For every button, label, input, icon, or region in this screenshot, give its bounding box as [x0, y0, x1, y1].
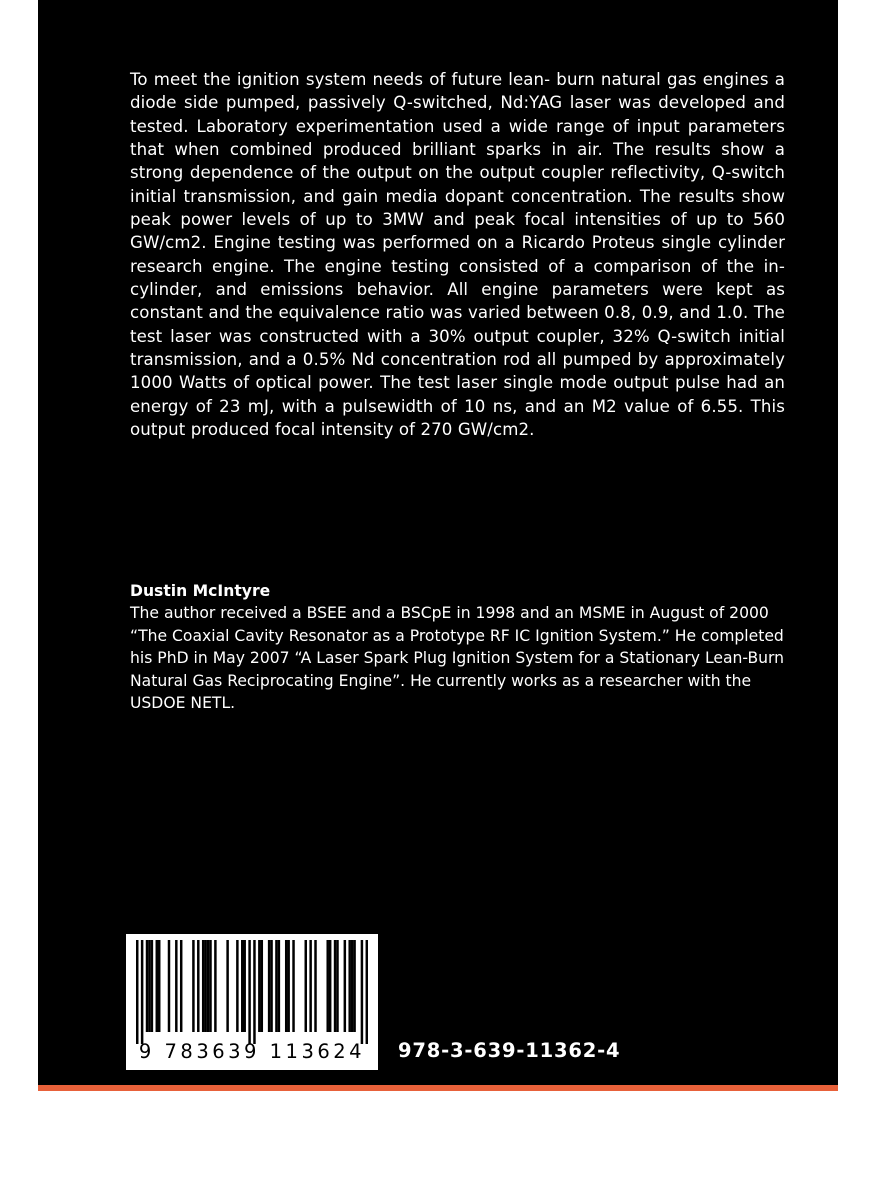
- barcode-bar: [226, 940, 228, 1032]
- accent-stripe: [38, 1085, 838, 1091]
- barcode-bar: [285, 940, 287, 1032]
- barcode-bar: [258, 940, 260, 1032]
- barcode-bar: [236, 940, 238, 1032]
- author-bio: The author received a BSEE and a BSCpE in 1998 and an MSME in August of 2000 “The Coaxial Cavity Resonator as a Prototype RF IC Ignition System.” He completed his PhD in May 2007 “A Laser Spark Plug Ignition System for a Stationary Lean-Burn Natural Gas Reciprocating Engine”. He currently works as a researcher with the USDOE NETL.: [130, 604, 785, 713]
- barcode-bar: [243, 940, 245, 1032]
- barcode: [126, 934, 378, 1070]
- barcode-bar: [278, 940, 280, 1032]
- barcode-bar: [146, 940, 148, 1032]
- barcode-bar: [270, 940, 272, 1032]
- barcode-bar: [329, 940, 331, 1032]
- barcode-bar: [361, 940, 363, 1044]
- barcode-bar: [309, 940, 311, 1032]
- barcode-bar: [197, 940, 199, 1032]
- book-description: To meet the ignition system needs of future lean- burn natural gas engines a diode side pumped, passively Q-switched, Nd:YAG laser was developed and tested. Laboratory experimentation used a wide range of input parameters that when combined produced brilliant sparks in air. The results show a strong dependence of the output on the output coupler reflectivity, Q-switch initial transmission, and gain media dopant concentration. The results show peak power levels of up to 3MW and peak focal intensities of up to 560 GW/cm2. Engine testing was performed on a Ricardo Proteus single cylinder research engine. The engine testing consisted of a comparison of the in-cylinder, and emissions behavior. All engine parameters were kept as constant and the equivalence ratio was varied between 0.8, 0.9, and 1.0. The test laser was constructed with a 30% output coupler, 32% Q-switch initial transmission, and a 0.5% Nd concentration rod all pumped by approximately 1000 Watts of optical power. The test laser single mode output pulse had an energy of 23 mJ, with a pulsewidth of 10 ns, and an M2 value of 6.55. This output produced focal intensity of 270 GW/cm2.: [130, 70, 785, 440]
- isbn-number: 978-3-639-11362-4: [398, 1039, 621, 1062]
- barcode-bar: [305, 940, 307, 1032]
- barcode-bar: [348, 940, 350, 1032]
- barcode-bar: [248, 940, 250, 1044]
- barcode-bar: [158, 940, 160, 1032]
- barcode-bar: [141, 940, 143, 1044]
- barcode-bar: [326, 940, 328, 1032]
- barcode-bar: [314, 940, 316, 1032]
- barcode-bar: [292, 940, 294, 1032]
- barcode-bar: [192, 940, 194, 1032]
- barcode-bar: [253, 940, 255, 1044]
- barcode-bar: [336, 940, 338, 1032]
- barcode-bar: [180, 940, 182, 1032]
- barcode-bar: [202, 940, 204, 1032]
- barcode-bar: [351, 940, 353, 1032]
- barcode-bar: [207, 940, 209, 1032]
- barcode-bar: [204, 940, 206, 1032]
- barcode-bar: [148, 940, 150, 1032]
- author-name: Dustin McIntyre: [130, 582, 271, 600]
- barcode-bar: [214, 940, 216, 1032]
- barcode-bar: [241, 940, 243, 1032]
- barcode-bar: [268, 940, 270, 1032]
- barcode-digits: 9 783639 113624: [138, 1040, 366, 1063]
- barcode-bar: [151, 940, 153, 1032]
- barcode-bar: [287, 940, 289, 1032]
- barcode-bars: [136, 940, 368, 1044]
- barcode-bar: [261, 940, 263, 1032]
- barcode-bar: [209, 940, 211, 1032]
- barcode-bar: [334, 940, 336, 1032]
- barcode-bar: [366, 940, 368, 1044]
- barcode-bar: [344, 940, 346, 1032]
- barcode-bar: [275, 940, 277, 1032]
- barcode-bar: [136, 940, 138, 1044]
- barcode-bar: [175, 940, 177, 1032]
- barcode-bar: [156, 940, 158, 1032]
- barcode-bar: [353, 940, 355, 1032]
- barcode-bar: [168, 940, 170, 1032]
